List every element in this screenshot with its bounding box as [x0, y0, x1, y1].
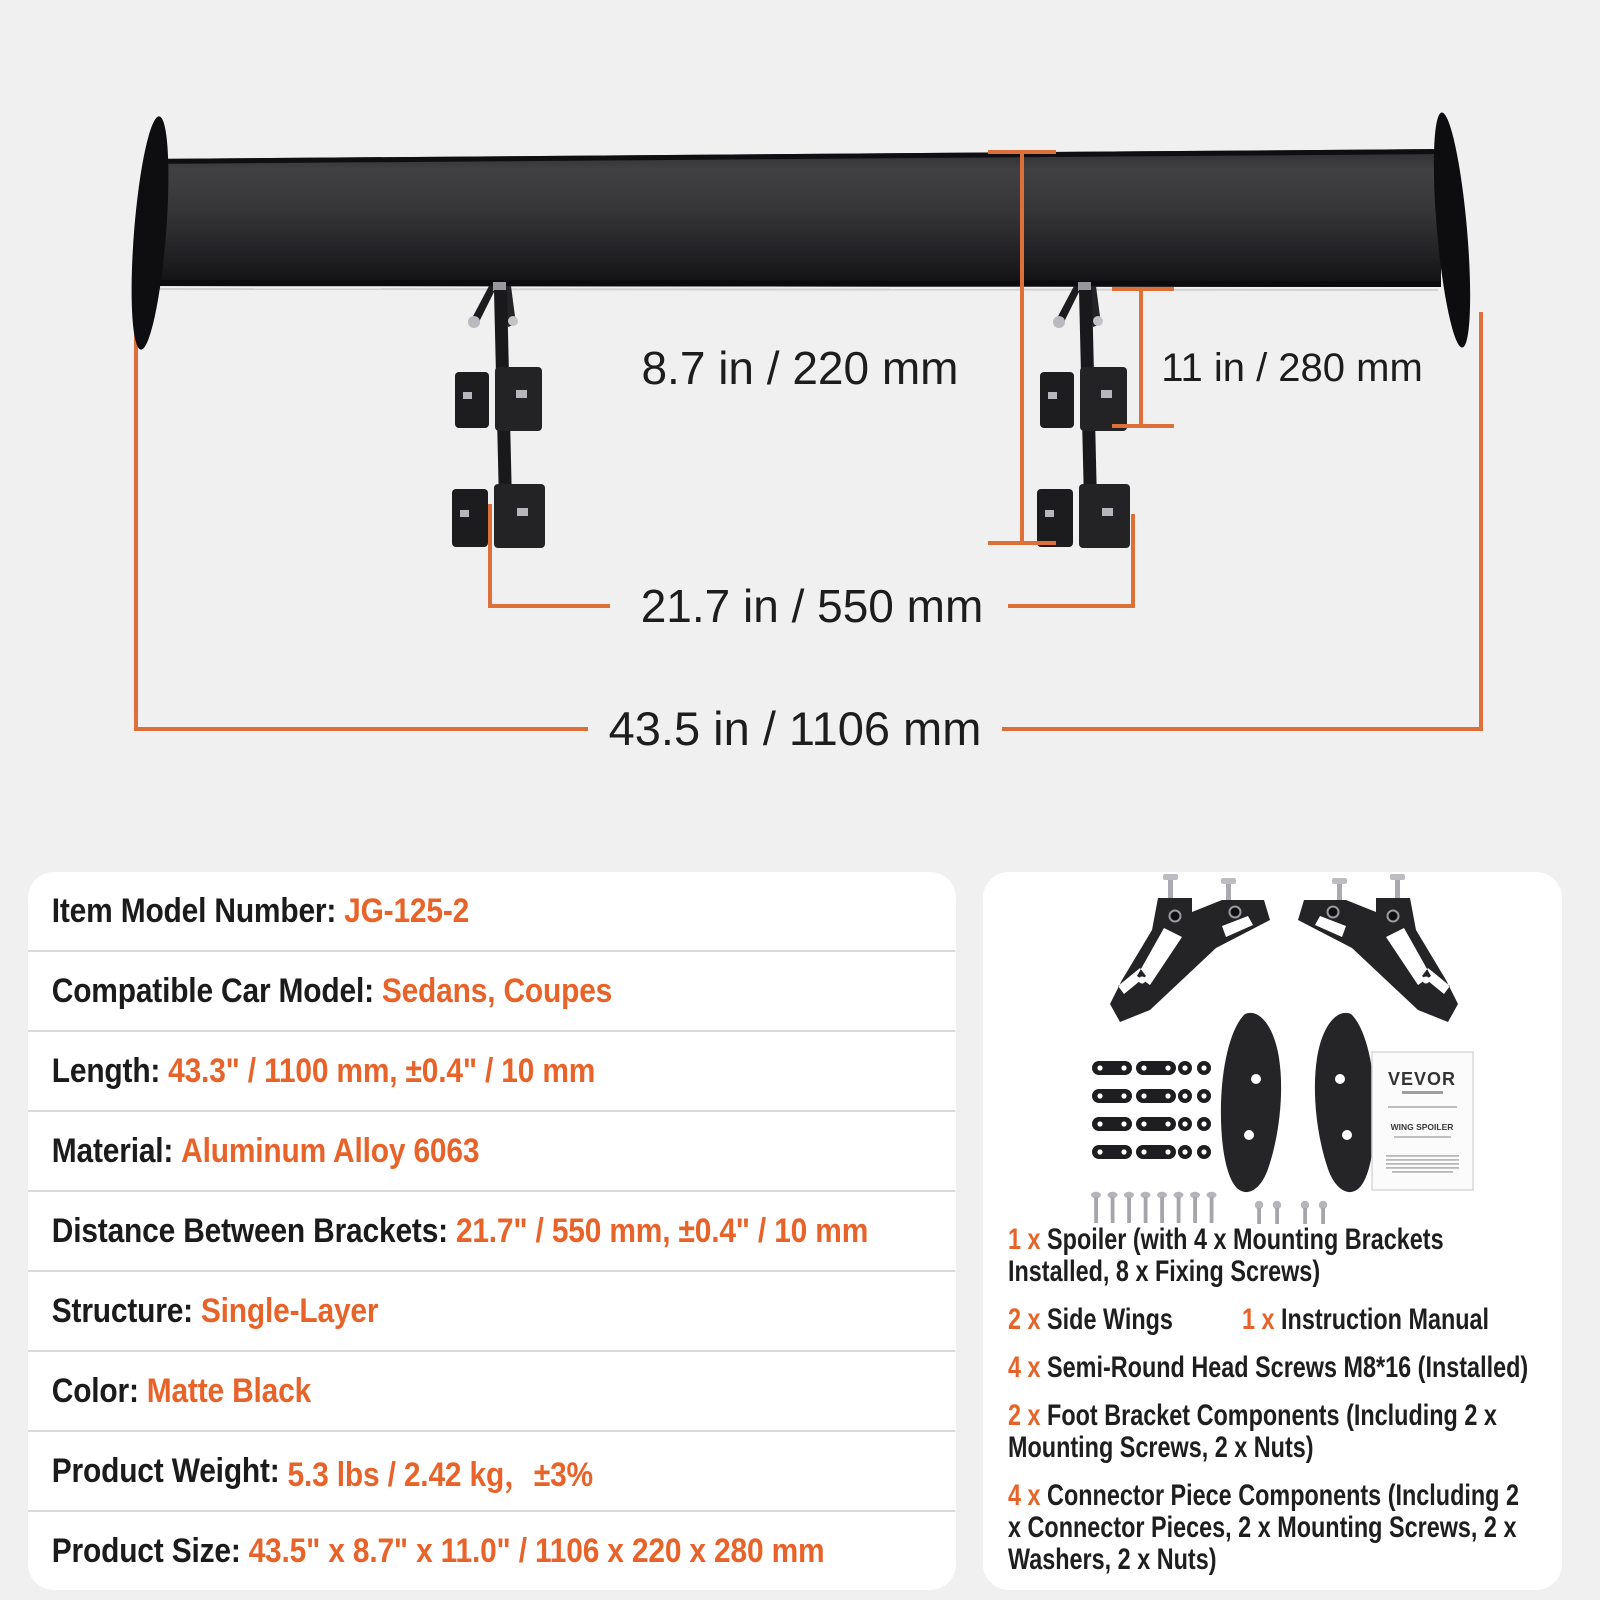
- package-item-foot-brackets: 2 x Foot Bracket Components (Including 2 x Mounting Screws, 2 x Nuts): [1008, 1399, 1497, 1464]
- kit-side-wing-right: [1315, 1013, 1375, 1192]
- spec-row-car-model: Compatible Car Model: Sedans, Coupes: [28, 952, 956, 1032]
- package-item-manual: 1 x Instruction Manual: [1242, 1303, 1490, 1336]
- package-item-connector-pieces: 4 x Connector Piece Components (Including 2 x Connector Pieces, 2 x Mounting Screws, 2 x Washers, 2 x Nuts): [1008, 1479, 1519, 1576]
- spec-row-model: Item Model Number: JG-125-2: [28, 872, 956, 952]
- package-contents-illustration: [983, 872, 1562, 1232]
- kit-side-wing-left: [1221, 1013, 1281, 1192]
- spec-row-size: Product Size: 43.5" x 8.7" x 11.0" / 1106 x 220 x 280 mm: [51, 1531, 825, 1570]
- package-item-duo: [1008, 1304, 1532, 1336]
- kit-instruction-manual: [1372, 1052, 1473, 1190]
- spec-table: [28, 872, 956, 1590]
- spec-row-color: Color: Matte Black: [28, 1352, 956, 1432]
- kit-long-screws: [1091, 1192, 1217, 1223]
- package-item-screws: 4 x Semi-Round Head Screws M8*16 (Installed): [1008, 1351, 1529, 1384]
- spec-row-material: Material: Aluminum Alloy 6063: [28, 1112, 956, 1192]
- dim-label-wing-height: 8.7 in / 220 mm: [641, 342, 959, 394]
- dim-label-overall-length: 43.5 in / 1106 mm: [608, 702, 982, 755]
- kit-bracket-right: [1298, 874, 1458, 1022]
- wing-bracket-left: [452, 282, 545, 548]
- package-contents-card: [983, 872, 1562, 1590]
- spec-row-bracket-distance: Distance Between Brackets: 21.7" / 550 mm, ±0.4" / 10 mm: [28, 1192, 956, 1272]
- package-items-list: [1008, 1224, 1532, 1590]
- spoiler-wing: [147, 149, 1441, 290]
- package-item-spoiler: 1 x Spoiler (with 4 x Mounting Brackets Installed, 8 x Fixing Screws): [1008, 1223, 1444, 1288]
- dim-label-bracket-distance: 21.7 in / 550 mm: [640, 580, 984, 632]
- manual-brand-text: VEVOR: [1387, 1069, 1457, 1089]
- wing-bracket-right: [1037, 282, 1130, 548]
- spec-table-card: [28, 872, 956, 1590]
- dim-label-total-height: 11 in / 280 mm: [1161, 346, 1423, 390]
- spec-row-structure: Structure: Single-Layer: [28, 1272, 956, 1352]
- kit-connector-straps: [1092, 1061, 1211, 1159]
- kit-short-screws: [1255, 1201, 1327, 1224]
- spec-row-length: Length: 43.3" / 1100 mm, ±0.4" / 10 mm: [28, 1032, 956, 1112]
- spec-row-weight: Product Weight: 5.3 lbs / 2.42 kg，±3%: [28, 1432, 956, 1512]
- manual-title-text: WING SPOILER: [1390, 1122, 1454, 1132]
- kit-bracket-left: [1110, 874, 1270, 1022]
- package-item-side-wings: 2 x Side Wings: [1008, 1303, 1173, 1336]
